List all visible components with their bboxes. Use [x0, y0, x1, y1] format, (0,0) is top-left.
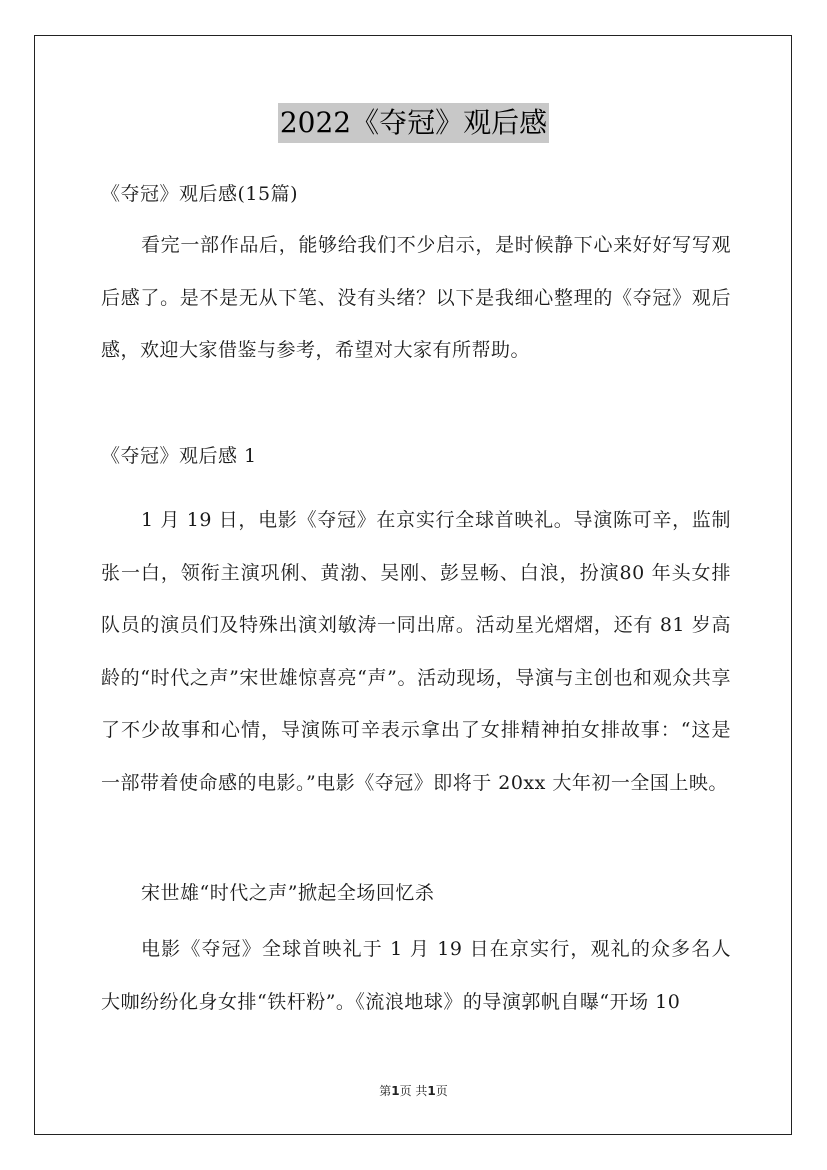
footer-middle: 页 共: [399, 1084, 428, 1098]
body-paragraph: 1 月 19 日，电影《夺冠》在京实行全球首映礼。导演陈可辛，监制张一白，领衔主演巩俐、黄渤、吴刚、彭昱畅、白浪，扮演80 年头女排队员的演员们及特殊出演刘敏涛一同出席。活动星光熠熠，还有 81 岁高龄的“时代之声”宋世雄惊喜亮“声”。活动现场，导演与主创也和观众共享了不少故事和心情，导演陈可辛表示拿出了女排精神拍女排故事：“这是一部带着使命感的电影。”电影《夺冠》即将于 20xx 大年初一全国上映。: [101, 509, 731, 794]
footer-suffix: 页: [435, 1084, 448, 1098]
page-footer: [0, 1083, 827, 1099]
subheading-paragraph: 宋世雄“时代之声”掀起全场回忆杀: [141, 882, 435, 904]
footer-prefix: 第: [379, 1084, 392, 1098]
title-wrapper: [0, 103, 827, 143]
intro-paragraph: 看完一部作品后，能够给我们不少启示，是时候静下心来好好写写观后感了。是不是无从下笔、没有头绪？以下是我细心整理的《夺冠》观后感，欢迎大家借鉴与参考，希望对大家有所帮助。: [101, 234, 731, 361]
body-paragraph-2: 电影《夺冠》全球首映礼于 1 月 19 日在京实行，观礼的众多名人大咖纷纷化身女排“铁杆粉”。《流浪地球》的导演郭帆自曝“开场 10: [101, 938, 731, 1013]
section-heading: 《夺冠》观后感 1: [101, 445, 257, 467]
footer-total-pages: 1: [427, 1084, 436, 1098]
document-subtitle: 《夺冠》观后感(15篇): [101, 183, 299, 205]
document-title: 2022《夺冠》观后感: [278, 103, 549, 143]
footer-page-number: 1: [391, 1084, 400, 1098]
